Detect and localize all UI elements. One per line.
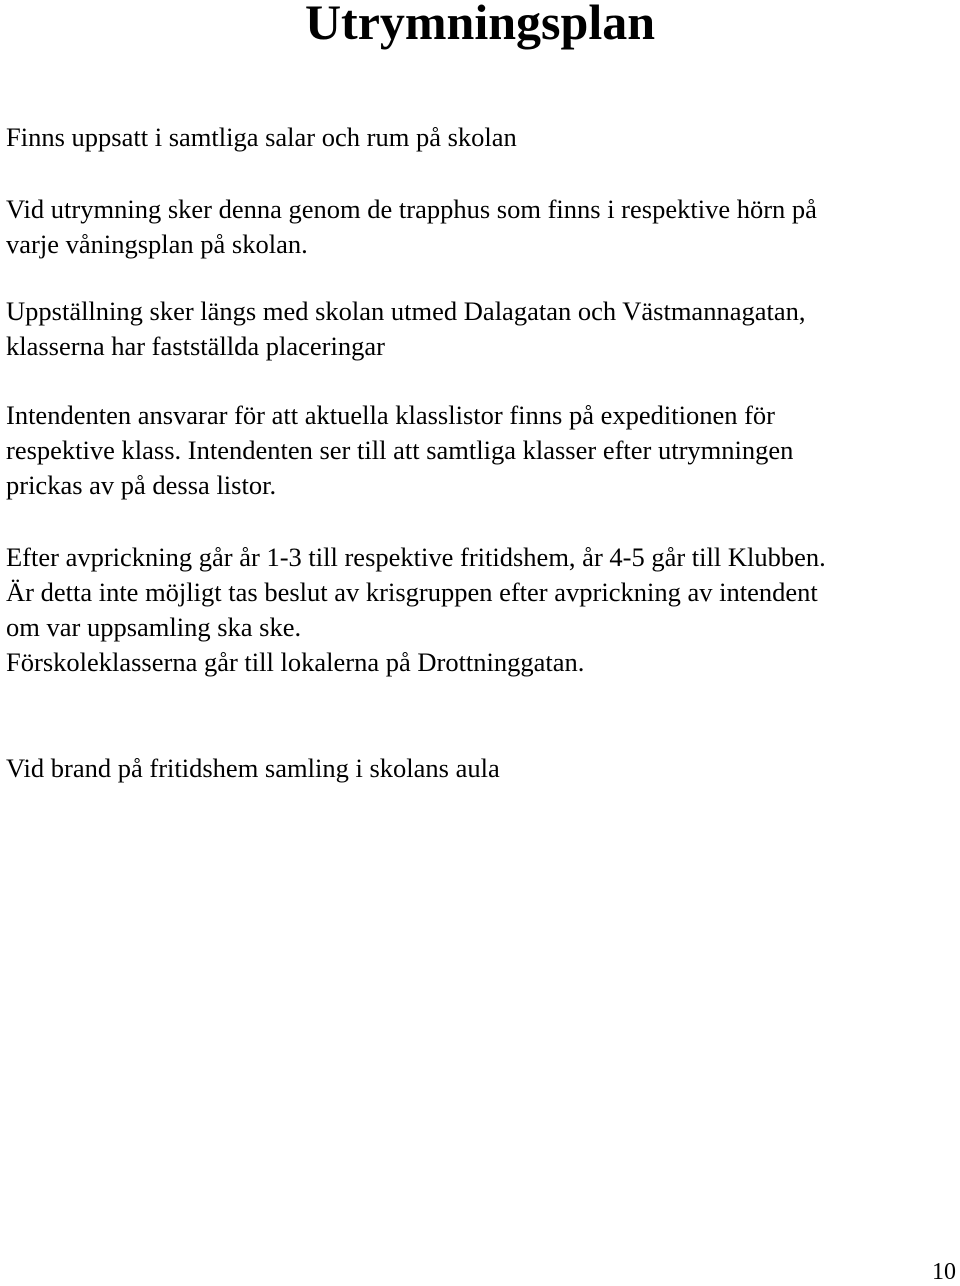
paragraph-after-roll-call	[6, 540, 956, 680]
text-line: Intendenten ansvarar för att aktuella klasslistor finns på expeditionen för	[6, 400, 775, 430]
paragraph-fire-at-after-school	[6, 751, 956, 786]
document-title: Utrymningsplan	[304, 0, 656, 50]
text-line: Förskoleklasserna går till lokalerna på Drottninggatan.	[6, 647, 585, 677]
text-line: Vid brand på fritidshem samling i skolans aula	[6, 753, 500, 783]
paragraph-class-lists	[6, 398, 956, 503]
text-line: Är detta inte möjligt tas beslut av krisgruppen efter avprickning av intendent	[6, 577, 818, 607]
text-line: Vid utrymning sker denna genom de trapphus som finns i respektive hörn på	[6, 194, 817, 224]
text-line: om var uppsamling ska ske.	[6, 612, 302, 642]
page-number: 10	[932, 1259, 956, 1285]
text-line: Finns uppsatt i samtliga salar och rum på skolan	[6, 122, 517, 152]
text-line: prickas av på dessa listor.	[6, 470, 277, 500]
paragraph-signage	[6, 120, 956, 155]
text-line: respektive klass. Intendenten ser till att samtliga klasser efter utrymningen	[6, 435, 794, 465]
text-line: Uppställning sker längs med skolan utmed Dalagatan och Västmannagatan,	[6, 296, 806, 326]
text-line: varje våningsplan på skolan.	[6, 229, 308, 259]
text-line: Efter avprickning går år 1-3 till respektive fritidshem, år 4-5 går till Klubben.	[6, 542, 826, 572]
paragraph-assembly	[6, 294, 956, 364]
text-line: klasserna har fastställda placeringar	[6, 331, 385, 361]
paragraph-evacuation-route	[6, 192, 956, 262]
